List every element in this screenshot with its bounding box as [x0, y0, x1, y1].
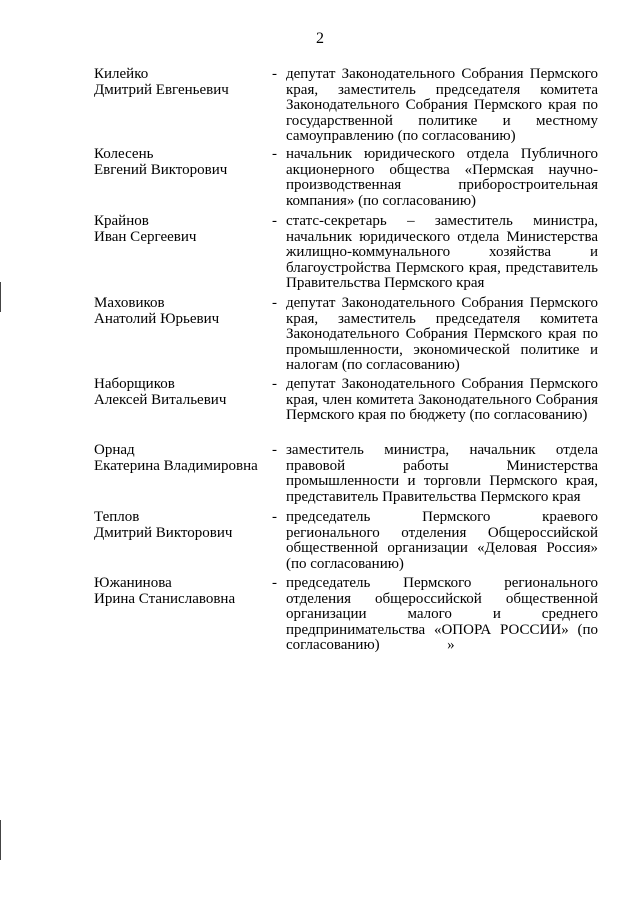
list-dash: -	[272, 442, 277, 458]
list-dash: -	[272, 575, 277, 591]
member-role: заместитель министра, начальник отдела правовой работы Министерства промышленности и торговли Пермского края, представитель Правительства Пермского края	[286, 442, 598, 505]
member-name	[94, 67, 274, 98]
member-given-names: Дмитрий Евгеньевич	[94, 81, 229, 98]
member-name	[94, 296, 274, 327]
page-number: 2	[316, 30, 324, 47]
member-surname: Наборщиков	[94, 376, 175, 392]
member-surname: Колесень	[94, 146, 154, 162]
list-dash: -	[272, 213, 277, 229]
member-name	[94, 510, 274, 541]
list-dash: -	[272, 376, 277, 392]
list-dash: -	[272, 146, 277, 162]
member-given-names: Ирина Станиславовна	[94, 590, 236, 607]
member-role: депутат Законодательного Собрания Пермского края, член комитета Законодательного Собрания Пермского края по бюджету (по согласованию)	[286, 376, 598, 423]
member-surname: Теплов	[94, 509, 140, 525]
scan-margin-mark	[0, 820, 1, 860]
member-name	[94, 147, 274, 178]
member-name	[94, 377, 274, 408]
list-dash: -	[272, 509, 277, 525]
member-role: депутат Законодательного Собрания Пермского края, заместитель председателя комитета Законодательного Собрания Пермского края по промышленности, экономической политике и налогам (по согласованию)	[286, 295, 598, 373]
member-given-names: Дмитрий Викторович	[94, 524, 233, 541]
member-role: депутат Законодательного Собрания Пермского края, заместитель председателя комитета Законодательного Собрания Пермского края по государственной политике и местному самоуправлению (по согласованию)	[286, 66, 598, 144]
member-name	[94, 576, 274, 607]
member-surname: Южанинова	[94, 575, 172, 591]
member-given-names: Евгений Викторович	[94, 161, 228, 178]
member-role: председатель Пермского регионального отделения общероссийской общественной организации малого и среднего предпринимательства «ОПОРА РОССИИ» (по согласованию) »	[286, 575, 602, 653]
member-role: статс-секретарь – заместитель министра, начальник юридического отдела Министерства жилищно-коммунального хозяйства и благоустройства Пермского края, представитель Правительства Пермского края	[286, 213, 598, 291]
member-surname: Маховиков	[94, 295, 165, 311]
list-dash: -	[272, 295, 277, 311]
member-name	[94, 443, 274, 474]
member-surname: Крайнов	[94, 213, 149, 229]
member-name	[94, 214, 274, 245]
member-given-names: Иван Сергеевич	[94, 228, 197, 245]
list-dash: -	[272, 66, 277, 82]
member-given-names: Алексей Витальевич	[94, 391, 227, 408]
scan-margin-mark	[0, 282, 1, 312]
member-given-names: Анатолий Юрьевич	[94, 310, 220, 327]
member-surname: Килейко	[94, 66, 149, 82]
member-role: начальник юридического отдела Публичного акционерного общества «Пермская научно-производственная приборостроительная компания» (по согласованию)	[286, 146, 598, 209]
member-role: председатель Пермского краевого регионального отделения Общероссийской общественной организации «Деловая Россия» (по согласованию)	[286, 509, 598, 572]
member-given-names: Екатерина Владимировна	[94, 457, 258, 474]
member-surname: Орнад	[94, 442, 135, 458]
